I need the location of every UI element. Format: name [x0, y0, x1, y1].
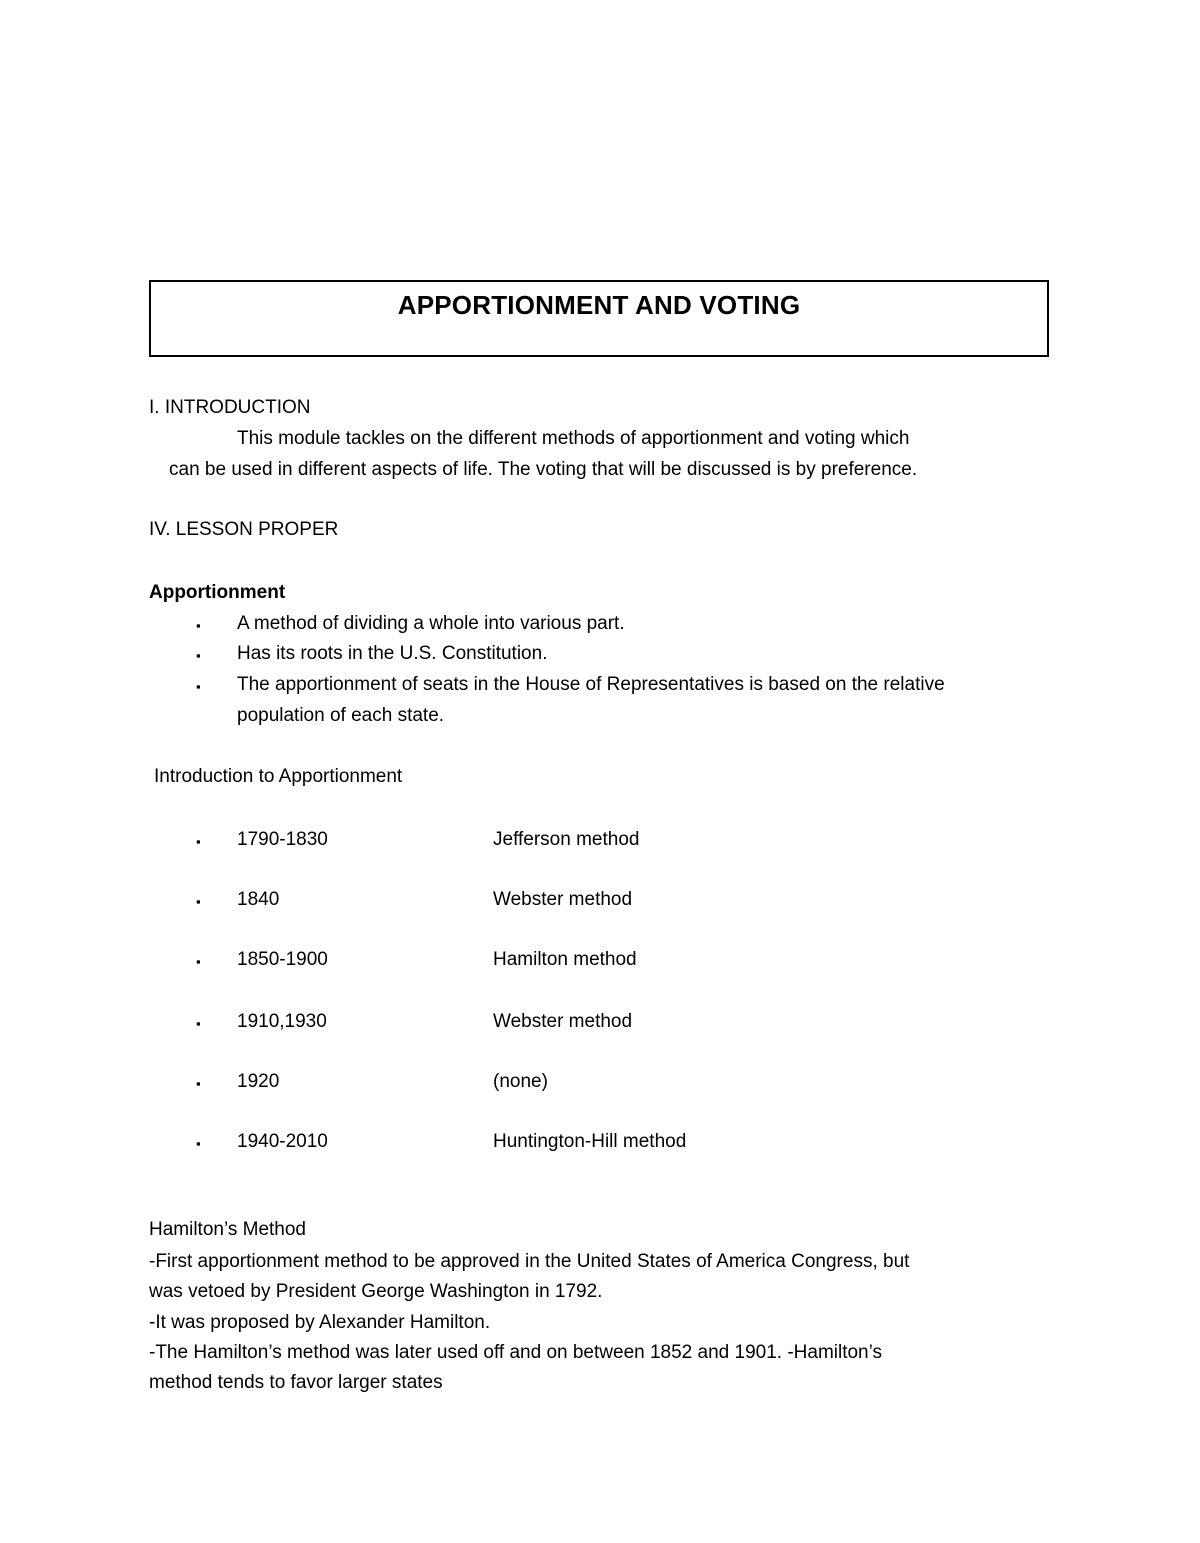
apportionment-bullet-2: Has its roots in the U.S. Constitution.	[237, 643, 548, 664]
bullet-marker: ▪	[196, 834, 201, 849]
hamilton-line-5: method tends to favor larger states	[149, 1372, 443, 1393]
intro-apportionment-heading: Introduction to Apportionment	[154, 766, 403, 787]
bullet-marker: ▪	[196, 1136, 201, 1151]
history-row-years: 1940-2010	[237, 1131, 328, 1152]
introduction-line-2: can be used in different aspects of life. The voting that will be discussed is by preference.	[169, 459, 918, 480]
history-row-years: 1910,1930	[237, 1011, 327, 1032]
history-row-years: 1790-1830	[237, 829, 328, 850]
hamilton-line-4: -The Hamilton’s method was later used off and on between 1852 and 1901. -Hamilton’s	[149, 1342, 883, 1363]
document-title: APPORTIONMENT AND VOTING	[397, 290, 801, 320]
introduction-heading: I. INTRODUCTION	[149, 397, 311, 418]
history-row-method: (none)	[493, 1071, 548, 1092]
history-row-method: Huntington-Hill method	[493, 1131, 687, 1152]
apportionment-bullet-3: The apportionment of seats in the House of Representatives is based on the relative	[237, 674, 945, 695]
history-row-years: 1850-1900	[237, 949, 328, 970]
history-row-years: 1840	[237, 889, 280, 910]
introduction-line-1: This module tackles on the different methods of apportionment and voting which	[237, 428, 910, 449]
bullet-marker: ▪	[196, 894, 201, 909]
bullet-marker: ▪	[196, 1016, 201, 1031]
bullet-marker: ▪	[196, 1076, 201, 1091]
bullet-marker: ▪	[196, 618, 201, 633]
history-row-years: 1920	[237, 1071, 280, 1092]
history-row-method: Jefferson method	[493, 829, 640, 850]
history-row-method: Hamilton method	[493, 949, 637, 970]
apportionment-bullet-3-continued: population of each state.	[237, 705, 445, 726]
apportionment-bullet-1: A method of dividing a whole into various part.	[237, 613, 625, 634]
bullet-marker: ▪	[196, 954, 201, 969]
hamilton-line-3: -It was proposed by Alexander Hamilton.	[149, 1312, 491, 1333]
title-box	[149, 280, 1049, 357]
history-row-method: Webster method	[493, 889, 633, 910]
lesson-proper-heading: IV. LESSON PROPER	[149, 519, 339, 540]
apportionment-heading: Apportionment	[149, 582, 286, 603]
hamilton-line-2: was vetoed by President George Washington in 1792.	[149, 1281, 603, 1302]
bullet-marker: ▪	[196, 648, 201, 663]
hamilton-heading: Hamilton’s Method	[149, 1219, 307, 1240]
bullet-marker: ▪	[196, 679, 201, 694]
hamilton-line-1: -First apportionment method to be approved in the United States of America Congress, but	[149, 1251, 910, 1272]
history-row-method: Webster method	[493, 1011, 633, 1032]
